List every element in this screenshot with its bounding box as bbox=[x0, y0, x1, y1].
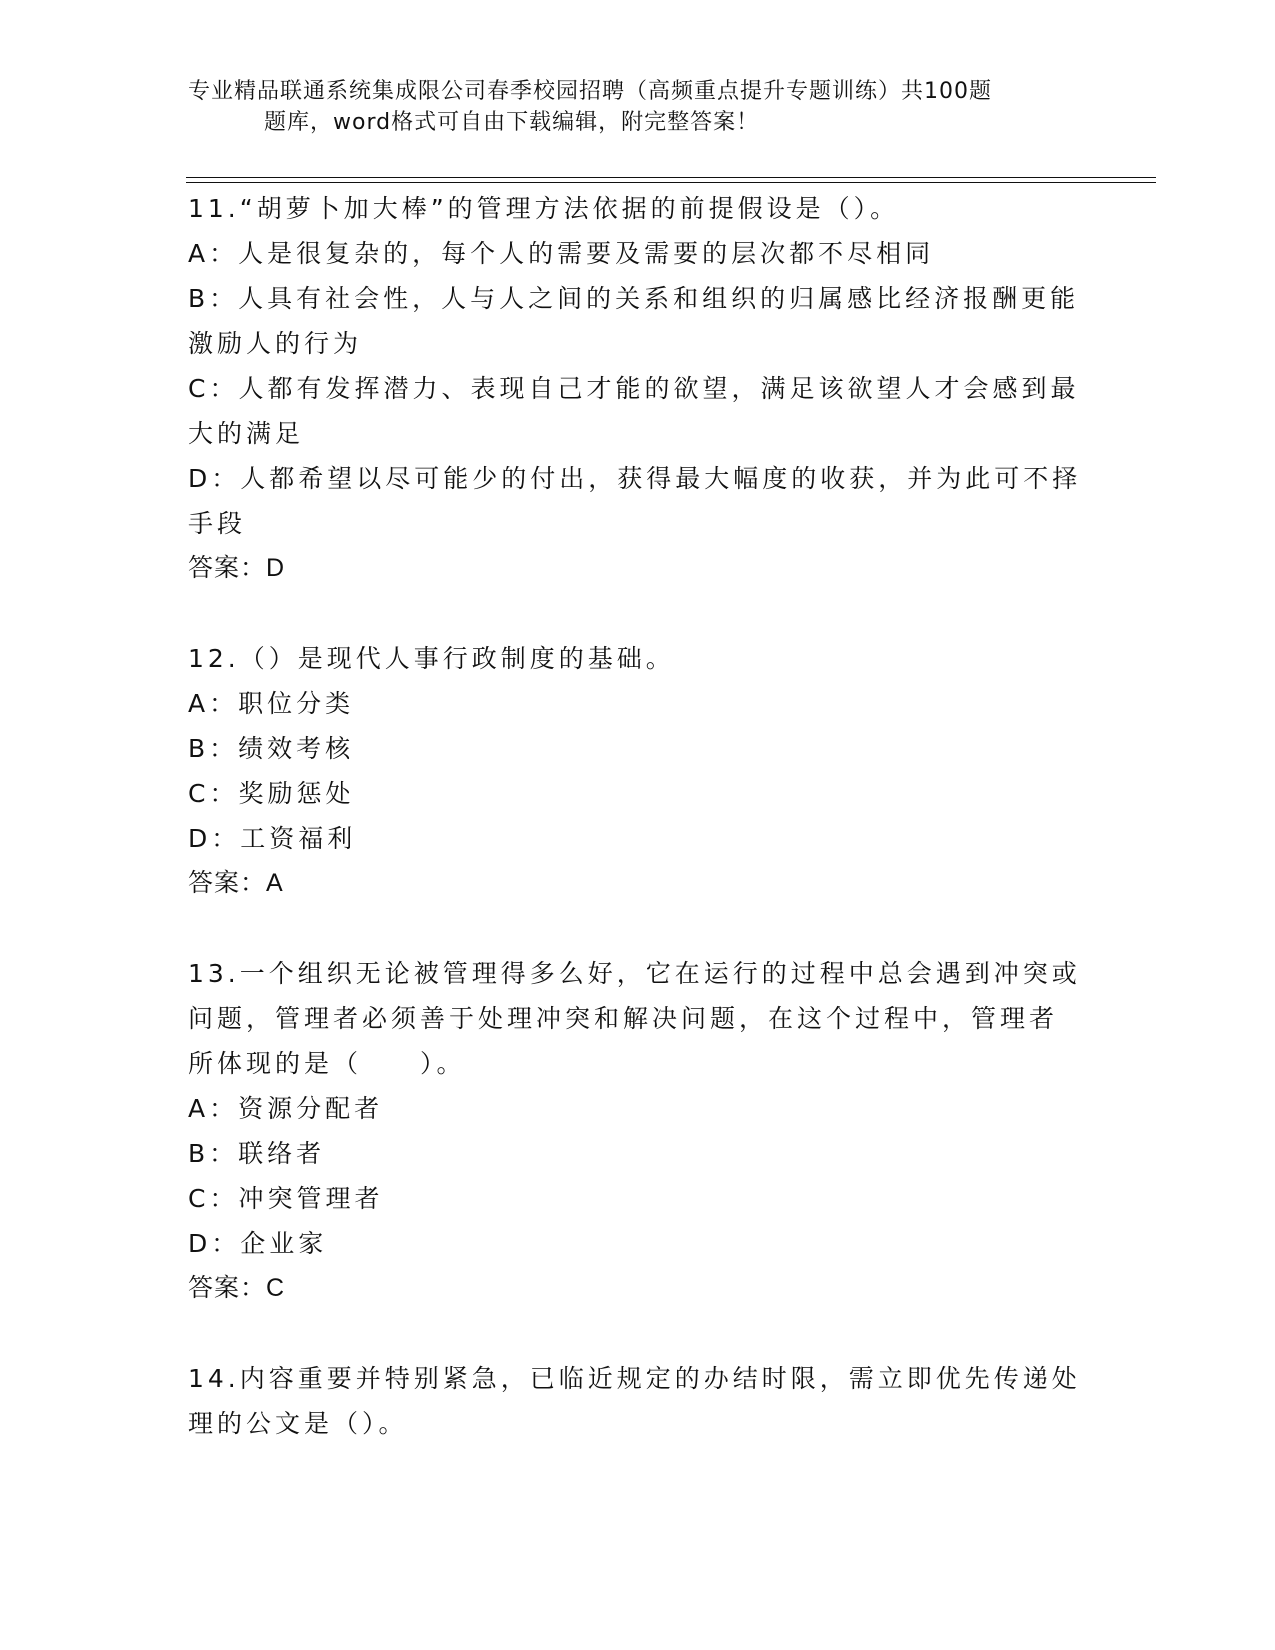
option-c: C：冲突管理者 bbox=[188, 1184, 384, 1213]
option-c: C：人都有发挥潜力、表现自己才能的欲望，满足该欲望人才会感到最 bbox=[188, 374, 1080, 403]
question-stem-continued: 所体现的是（ ）。 bbox=[188, 1049, 466, 1078]
option-c-continued: 大的满足 bbox=[188, 419, 305, 448]
answer: 答案：D bbox=[188, 554, 286, 582]
option-c: C：奖励惩处 bbox=[188, 779, 355, 808]
question-13 bbox=[188, 951, 1081, 1311]
header-line-1: 专业精品联通系统集成限公司春季校园招聘（高频重点提升专题训练）共100题 bbox=[188, 79, 992, 104]
spacer bbox=[188, 906, 1068, 951]
question-14 bbox=[188, 1356, 1081, 1446]
question-stem-continued: 理的公文是（）。 bbox=[188, 1409, 408, 1438]
spacer bbox=[188, 591, 1068, 636]
question-stem: 12.（）是现代人事行政制度的基础。 bbox=[188, 644, 675, 673]
option-b: B：人具有社会性，人与人之间的关系和组织的归属感比经济报酬更能 bbox=[188, 284, 1080, 313]
spacer bbox=[188, 1311, 1068, 1356]
option-b: B：绩效考核 bbox=[188, 734, 355, 763]
option-a: A：职位分类 bbox=[188, 689, 355, 718]
option-d-continued: 手段 bbox=[188, 509, 247, 538]
question-12 bbox=[188, 636, 1068, 906]
option-a: A：人是很复杂的，每个人的需要及需要的层次都不尽相同 bbox=[188, 239, 935, 268]
question-list bbox=[188, 186, 1082, 1446]
answer: 答案：C bbox=[188, 1274, 286, 1302]
option-a: A：资源分配者 bbox=[188, 1094, 384, 1123]
question-stem: 13.一个组织无论被管理得多么好，它在运行的过程中总会遇到冲突或 bbox=[188, 959, 1081, 988]
document-header bbox=[188, 76, 1068, 138]
answer: 答案：A bbox=[188, 869, 284, 897]
question-stem-continued: 问题，管理者必须善于处理冲突和解决问题，在这个过程中，管理者 bbox=[188, 1004, 1059, 1033]
header-divider-bottom bbox=[186, 182, 1156, 183]
option-d: D：工资福利 bbox=[188, 824, 357, 853]
header-line-2: 题库，word格式可自由下载编辑，附完整答案！ bbox=[264, 110, 760, 135]
option-d: D：企业家 bbox=[188, 1229, 328, 1258]
question-11 bbox=[188, 186, 1082, 591]
header-divider-top bbox=[186, 177, 1156, 178]
option-b-continued: 激励人的行为 bbox=[188, 329, 363, 358]
question-stem: 11.“胡萝卜加大棒”的管理方法依据的前提假设是（）。 bbox=[188, 194, 900, 223]
question-stem: 14.内容重要并特别紧急，已临近规定的办结时限，需立即优先传递处 bbox=[188, 1364, 1081, 1393]
option-b: B：联络者 bbox=[188, 1139, 326, 1168]
option-d: D：人都希望以尽可能少的付出，获得最大幅度的收获，并为此可不择 bbox=[188, 464, 1082, 493]
